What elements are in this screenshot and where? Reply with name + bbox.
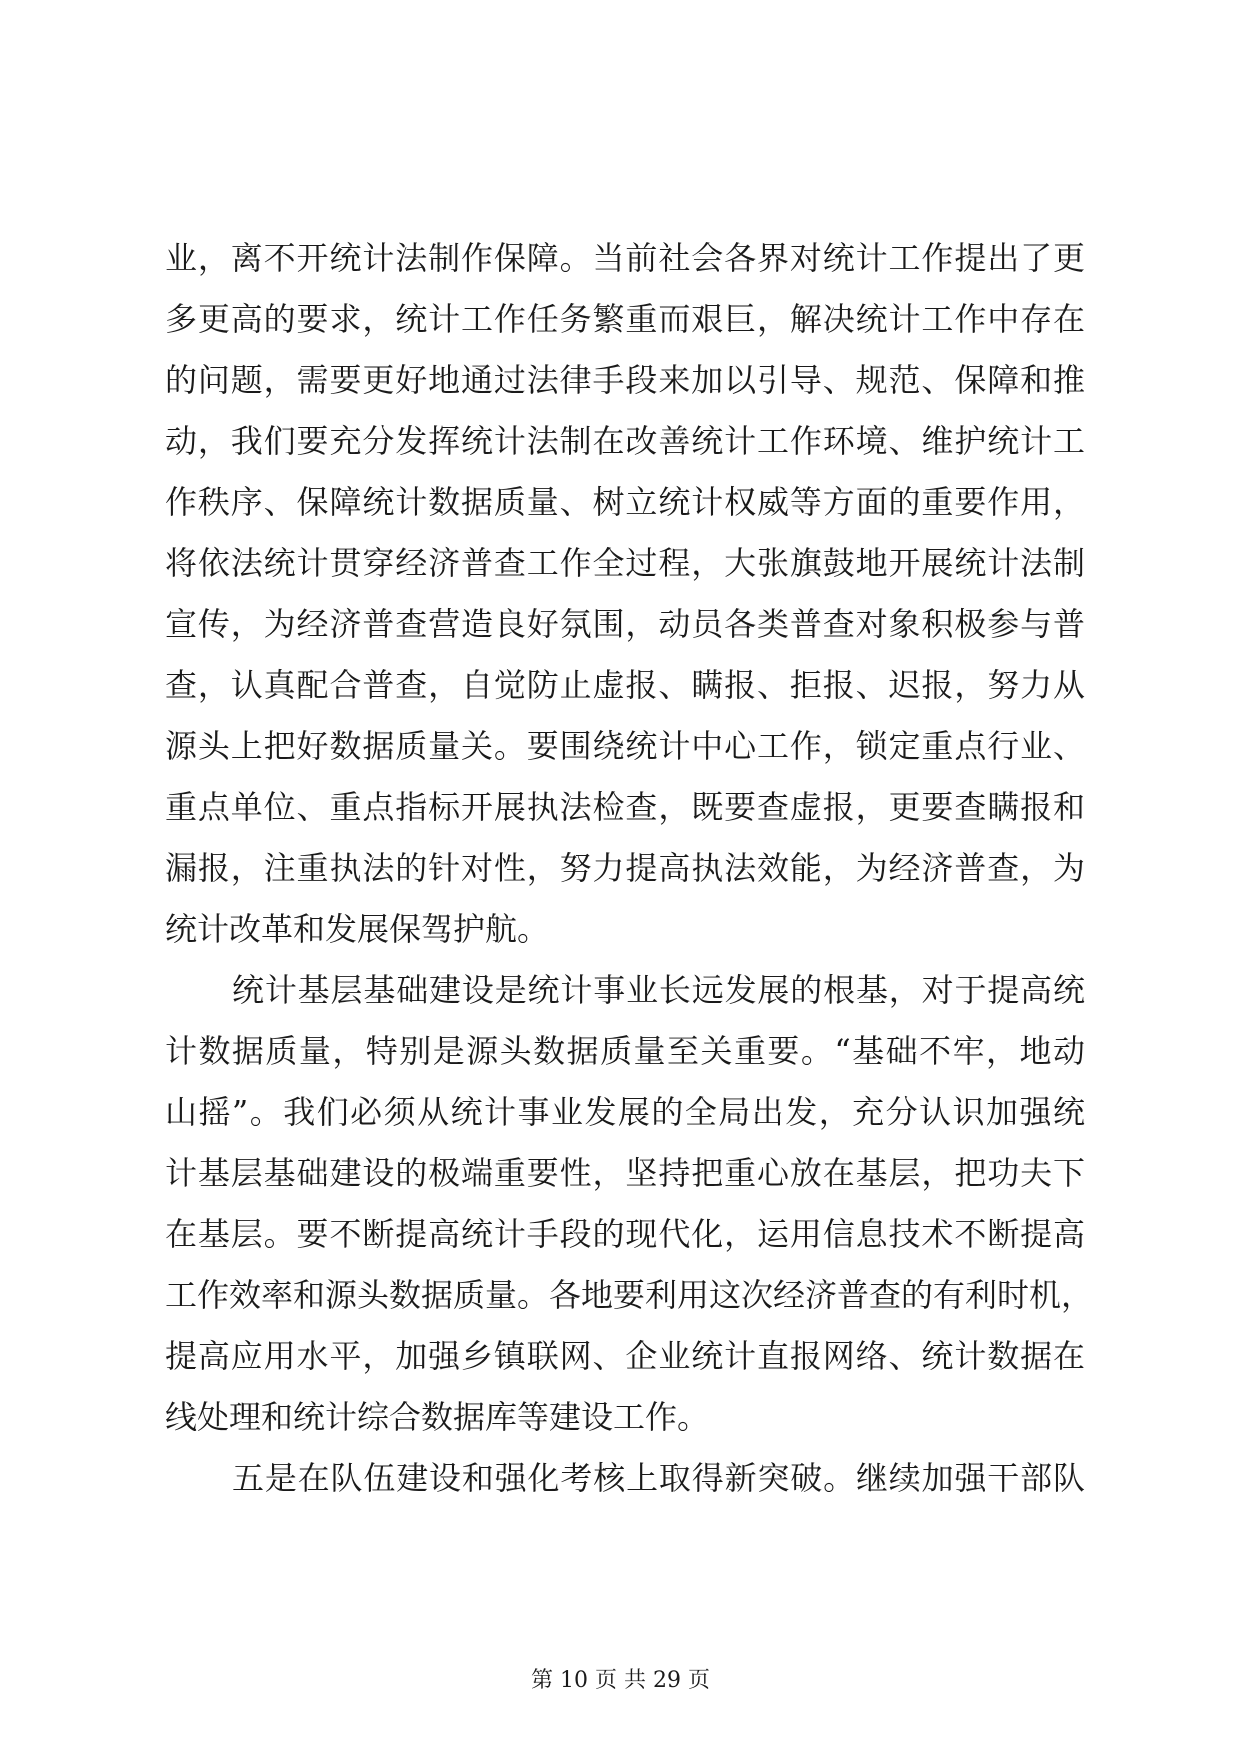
text-line: 计基层基础建设的极端重要性，坚持把重心放在基层，把功夫下 <box>165 1154 1085 1192</box>
text-line: 提高应用水平，加强乡镇联网、企业统计直报网络、统计数据在 <box>165 1337 1085 1375</box>
text-line: 五是在队伍建设和强化考核上取得新突破。继续加强干部队 <box>232 1459 1085 1497</box>
text-line: 在基层。要不断提高统计手段的现代化，运用信息技术不断提高 <box>165 1215 1085 1253</box>
document-body <box>165 228 1094 1509</box>
text-line: 作秩序、保障统计数据质量、树立统计权威等方面的重要作用， <box>165 483 1085 521</box>
text-line: 统计改革和发展保驾护航。 <box>165 910 550 948</box>
text-line: 线处理和统计综合数据库等建设工作。 <box>165 1398 710 1436</box>
text-line: 漏报，注重执法的针对性，努力提高执法效能，为经济普查，为 <box>165 849 1085 887</box>
text-line: 将依法统计贯穿经济普查工作全过程，大张旗鼓地开展统计法制 <box>165 544 1085 582</box>
text-line: 计数据质量，特别是源头数据质量至关重要。“基础不牢，地动 <box>165 1032 1085 1070</box>
text-line: 业，离不开统计法制作保障。当前社会各界对统计工作提出了更 <box>165 239 1085 277</box>
page-number-footer: 第 10 页 共 29 页 <box>531 1668 710 1693</box>
text-line: 的问题，需要更好地通过法律手段来加以引导、规范、保障和推 <box>165 361 1085 399</box>
paragraph <box>165 960 1094 1448</box>
text-line: 多更高的要求，统计工作任务繁重而艰巨，解决统计工作中存在 <box>165 300 1085 338</box>
paragraph <box>165 1448 1085 1509</box>
text-line: 查，认真配合普查，自觉防止虚报、瞒报、拒报、迟报，努力从 <box>165 666 1085 704</box>
text-line: 重点单位、重点指标开展执法检查，既要查虚报，更要查瞒报和 <box>165 788 1085 826</box>
text-line: 宣传，为经济普查营造良好氛围，动员各类普查对象积极参与普 <box>165 605 1085 643</box>
text-line: 统计基层基础建设是统计事业长远发展的根基，对于提高统 <box>232 971 1085 1009</box>
paragraph <box>165 228 1085 960</box>
text-line: 山摇”。我们必须从统计事业发展的全局出发，充分认识加强统 <box>165 1093 1085 1131</box>
text-line: 动，我们要充分发挥统计法制在改善统计工作环境、维护统计工 <box>165 422 1085 460</box>
text-line: 工作效率和源头数据质量。各地要利用这次经济普查的有利时机， <box>165 1276 1094 1314</box>
text-line: 源头上把好数据质量关。要围绕统计中心工作，锁定重点行业、 <box>165 727 1085 765</box>
